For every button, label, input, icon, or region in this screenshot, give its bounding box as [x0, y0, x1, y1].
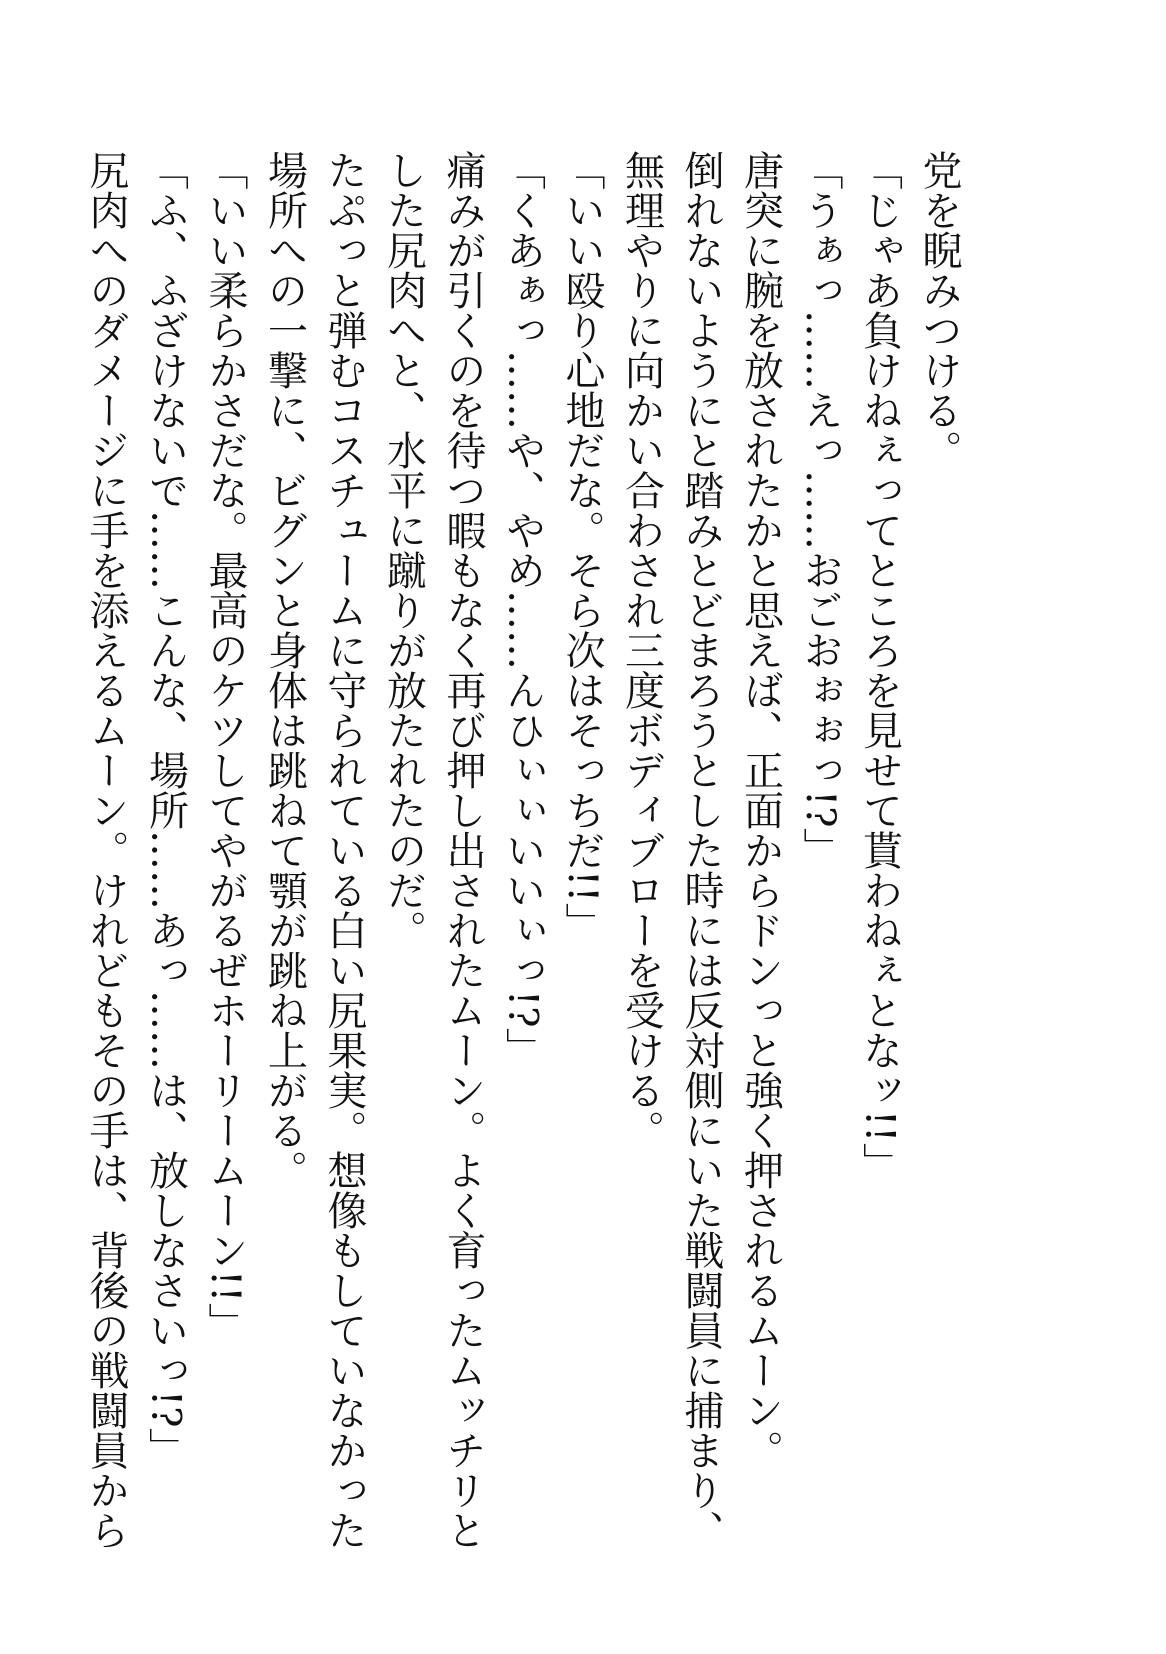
text-line: 「くあぁっ……や、やめ……んひぃぃいいぃっ!?」: [499, 150, 546, 1068]
text-line: 「いい柔らかさだな。最高のケツしてやがるぜホーリームーン!!」: [202, 150, 248, 1343]
text-line: 「ふ、ふざけないで……こんな、場所……あっ……は、放しなさいっ!?」: [142, 150, 189, 1468]
text-line: 「うぁっ……えっ……おごおぉぉっ!?」: [797, 150, 843, 868]
text-line: 「じゃあ負けねぇってところを見せて貰わねぇとなッ!!」: [856, 150, 903, 1183]
text-line: 唐突に腕を放されたかと思えば、正面からドンっと強く押されるムーン。: [737, 150, 784, 1470]
text-line: 尻肉へのダメージに手を添えるムーン。けれどもその手は、背後の戦闘員から: [83, 150, 129, 1550]
text-line: 「いい殴り心地だな。そら次はそっちだ!!」: [559, 150, 605, 943]
text-line: 党を睨みつける。: [916, 150, 962, 470]
text-line: 無理やりに向かい合わされ三度ボディブローを受ける。: [618, 150, 665, 1150]
novel-text-block: [76, 150, 969, 1550]
text-line: した尻肉へと、水平に蹴りが放たれたのだ。: [380, 150, 427, 950]
text-line: 倒れないようにと踏みとどまろうとした時には反対側にいた戦闘員に捕まり、: [678, 150, 724, 1550]
text-line: たぷっと弾むコスチュームに守られている白い尻果実。想像もしていなかった: [321, 150, 367, 1550]
text-line: 場所への一撃に、ビグンと身体は跳ねて顎が跳ね上がる。: [261, 150, 308, 1190]
text-line: 痛みが引くのを待つ暇もなく再び押し出されたムーン。よく育ったムッチリと: [440, 150, 486, 1550]
